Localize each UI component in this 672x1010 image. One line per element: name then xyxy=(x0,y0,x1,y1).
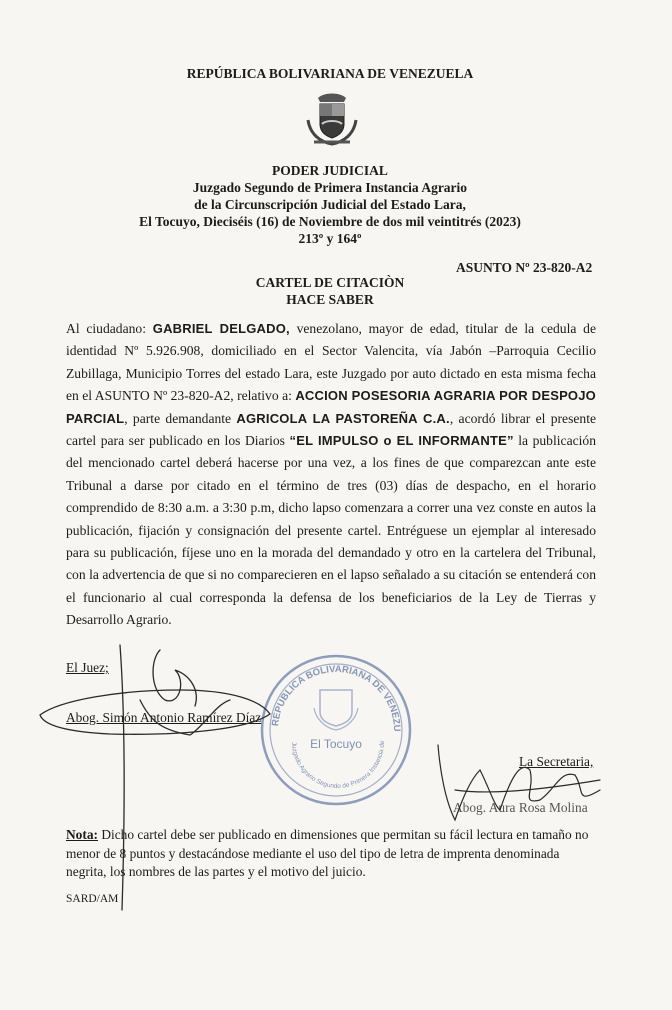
judge-name: Abog. Simón Antonio Ramírez Díaz xyxy=(66,710,262,725)
asunto-number: ASUNTO Nº 23-820-A2 xyxy=(456,260,593,275)
secretary-label: La Secretaria, xyxy=(519,754,594,769)
note-label: Nota: xyxy=(66,827,98,842)
court-name-line-1: Juzgado Segundo de Primera Instancia Agrario xyxy=(192,180,468,195)
judge-label: El Juez; xyxy=(66,660,109,675)
hace-saber-title: HACE SABER xyxy=(286,292,374,307)
plaintiff-name: AGRICOLA LA PASTOREÑA C.A. xyxy=(236,410,450,426)
newspapers-name: “EL IMPULSO o EL INFORMANTE” xyxy=(289,433,514,449)
body-text-4: , acordó librar el presente cartel para ser publicado en los Diarios xyxy=(66,410,597,449)
body-text-5: la publicación del mencionado cartel deberá hacerse por una vez, a los fines de que comparezcan ante este Tribunal a darse por citado en el término de tres (03) días de despacho, en el horario comprendido de 8:30 a.m. a 3:30 p.m, dicho lapso comenzara a correr una vez conste en autos la publicación, fijación y consignación del presente cartel. Entréguese un ejemplar al interesado para su publicación, fíjese uno en la morada del demandado y otro en la cartelera del Tribunal, con la advertencia de que si no comparecieren en el lapso señalado a su citación se entenderá con el funcionario al cual corresponda la defensa de los beneficiarios de la Ley de Tierras y Desarrollo Agrario. xyxy=(66,433,597,628)
years-line: 213º y 164º xyxy=(298,231,362,246)
republic-heading: REPÚBLICA BOLIVARIANA DE VENEZUELA xyxy=(186,66,474,81)
cartel-title: CARTEL DE CITACIÒN xyxy=(255,275,405,290)
secretary-name: Abog. Aura Rosa Molina xyxy=(453,800,588,815)
note-text: Dicho cartel debe ser publicado en dimensiones que permitan su fácil lectura en tamaño no menor de 8 puntos y destacándose mediante el uso del tipo de letra de imprenta denominada negrita, los nombres de las partes y el motivo del juicio. xyxy=(66,827,589,879)
coat-of-arms-icon xyxy=(304,90,360,148)
stamp-outer-text: REPUBLICA BOLIVARIANA DE VENEZU xyxy=(270,663,403,732)
poder-judicial-heading: PODER JUDICIAL xyxy=(272,163,388,178)
svg-text:REPUBLICA BOLIVARIANA DE VENEZ xyxy=(256,650,402,732)
defendant-name: GABRIEL DELGADO, xyxy=(152,321,290,336)
action-name: ACCION POSESORIA AGRARIA POR DESPOJO PARCIAL xyxy=(66,388,596,426)
official-stamp xyxy=(256,650,416,810)
date-line: El Tocuyo, Dieciséis (16) de Noviembre de dos mil veintitrés (2023) xyxy=(139,214,521,229)
body-text-3: , parte demandante xyxy=(124,410,237,426)
initials: SARD/AM xyxy=(66,893,119,905)
publication-note xyxy=(66,826,600,882)
body-paragraph xyxy=(66,318,596,632)
body-text-1: Al ciudadano: xyxy=(66,321,153,336)
stamp-emblem-icon xyxy=(314,690,358,730)
court-name-line-2: de la Circunscripción Judicial del Estado Lara, xyxy=(194,197,466,212)
stamp-inner-text: Juzgado Agrario Segundo de Primera Instancia de xyxy=(289,740,387,791)
body-text-2: venezolano, mayor de edad, titular de la cedula de identidad Nº 5.926.908, domiciliado en el Sector Valencita, vía Jabón –Parroquia Cecilio Zubillaga, Municipio Torres del estado Lara, este Juzgado por auto dictado en esta misma fecha en el ASUNTO Nº 23-820-A2, relativo a: xyxy=(66,321,597,404)
stamp-center-text: El Tocuyo xyxy=(310,737,362,751)
